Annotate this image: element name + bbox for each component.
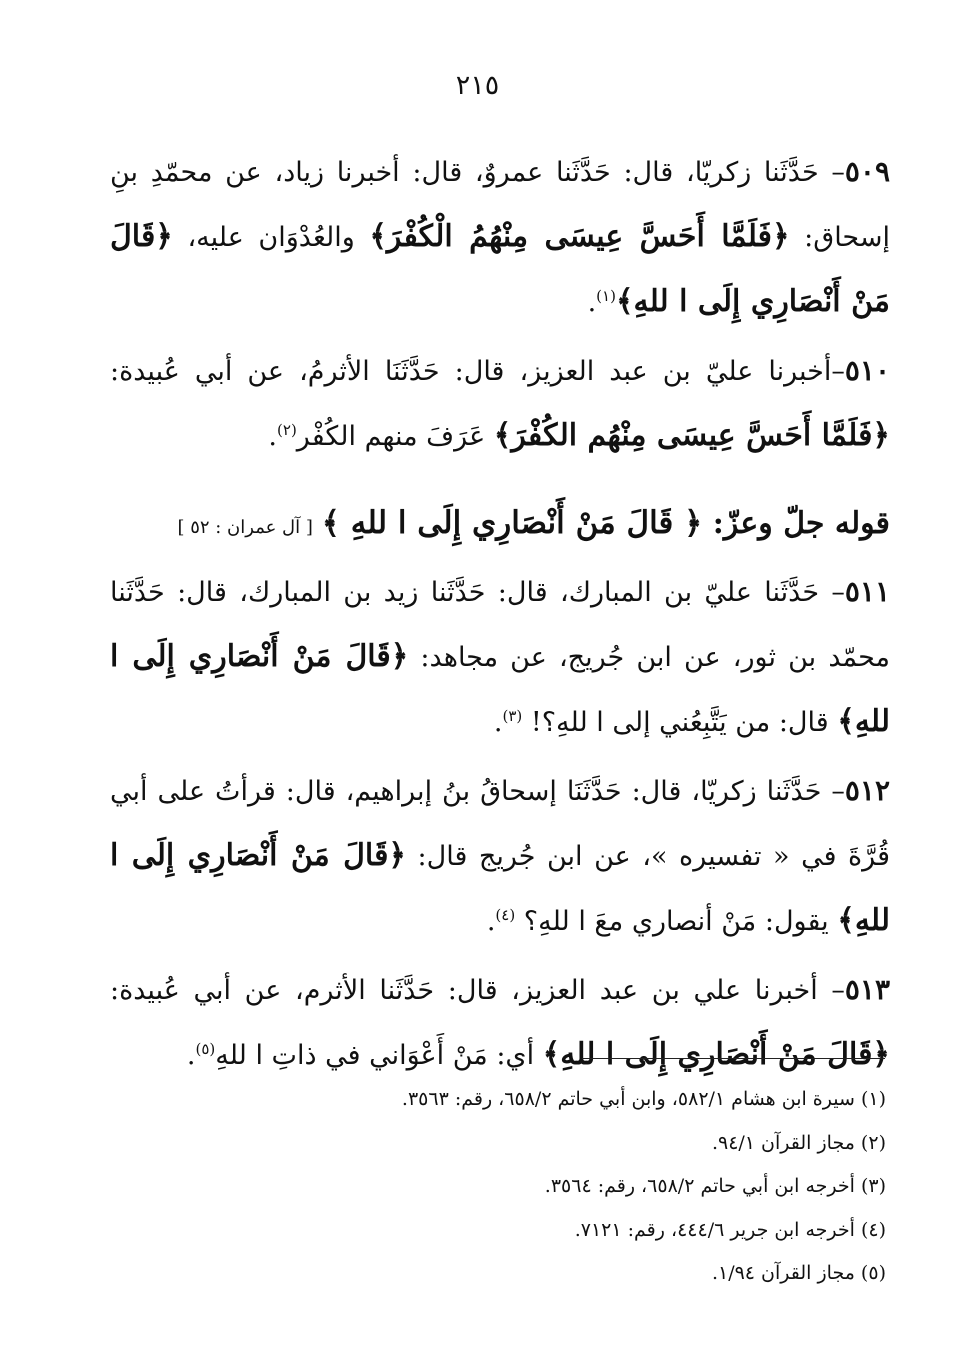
hadith-text: . bbox=[186, 1040, 196, 1071]
footnote-divider bbox=[582, 1058, 885, 1059]
hadith-text: . bbox=[268, 421, 278, 452]
hadith-513 bbox=[110, 958, 890, 1088]
hadith-text: – حَدَّثَنا عليّ بن المبارك، قال: حَدَّثَنا زيد بن المبارك، قال: حَدَّثَنا محمّد بن ثور، عن ابن جُريج، عن مجاهد: bbox=[110, 577, 890, 673]
quran-verse: ﴿قَالَ مَنْ أَنْصَارِي إِلَى ا للهِ﴾ bbox=[542, 1037, 890, 1072]
hadith-509 bbox=[110, 140, 890, 335]
hadith-number: ٥١١ bbox=[844, 575, 890, 608]
heading-verse: ﴿ قَالَ مَنْ أَنْصَارِي إِلَى ا للهِ ﴾ bbox=[321, 505, 703, 541]
hadith-text: . bbox=[493, 707, 503, 738]
footnote-5: (٥) مجاز القرآن ١/٩٤. bbox=[711, 1262, 886, 1284]
footnote-3: (٣) أخرجه ابن أبي حاتم ٦٥٨/٢، رقم: ٣٥٦٤. bbox=[544, 1175, 886, 1197]
footnote-4: (٤) أخرجه ابن جرير ٤٤٤/٦، رقم: ٧١٢١. bbox=[574, 1218, 886, 1241]
hadith-number: ٥١٣ bbox=[844, 973, 890, 1006]
hadith-text: . bbox=[587, 287, 597, 318]
hadith-text: – أخبرنا علي بن عبد العزيز، قال: حَدَّثَنا الأثرم، عن أبي عُبيدة: bbox=[110, 975, 845, 1006]
quran-verse: ﴿قَالَ مَنْ أَنْصَارِي إِلَى ا للهِ﴾ bbox=[110, 639, 890, 739]
heading-surah-ref: [ آل عمران : ٥٢ ] bbox=[177, 517, 313, 538]
hadith-text: –أخبرنا عليّ بن عبد العزيز، قال: حَدَّثَنَا الأثرمُ، عن أبي عُبيدة: bbox=[110, 356, 845, 387]
hadith-text: أي: مَنْ أَعْوَاني في ذاتِ ا للهِ bbox=[215, 1040, 543, 1071]
hadith-text: قال: من يَتَّبِعُني إلى ا للهِ؟! bbox=[522, 707, 838, 738]
footnote-ref: (٣) bbox=[502, 707, 523, 725]
footnote-2: (٢) مجاز القرآن ٩٤/١. bbox=[711, 1131, 886, 1154]
hadith-text: والعُدْوَان عليه، bbox=[172, 222, 370, 253]
hadith-text: يقول: مَنْ أنصاري معَ ا للهِ؟ bbox=[515, 906, 838, 937]
quran-verse: ﴿قَالَ مَنْ أَنْصَارِي إِلَى ا للهِ﴾ bbox=[110, 219, 890, 319]
page-number: ٢١٥ bbox=[455, 70, 500, 101]
hadith-text: – حَدَّثَنا زكريّا، قال: حَدَّثَنَا إسحاقُ بنُ إبراهيم، قال: قرأتُ على أبي قُرَّةَ في « تفسيره »، عن ابن جُريج قال: bbox=[110, 776, 890, 872]
hadith-text: عَرَفَ منهم الكُفْر bbox=[296, 421, 494, 452]
footnote-ref: (٢) bbox=[277, 421, 297, 439]
section-heading bbox=[110, 491, 890, 560]
hadith-text: – حَدَّثَنا زكريّا، قال: حَدَّثَنا عمروٌ، قال: أخبرنا زياد، عن محمّدِ بنِ إسحاق: bbox=[110, 157, 890, 253]
hadith-512 bbox=[110, 759, 890, 954]
hadith-text: . bbox=[486, 906, 496, 937]
footnote-1: (١) سيرة ابن هشام ٥٨٢/١، وابن أبي حاتم ٦٥٨/٢، رقم: ٣٥٦٣. bbox=[401, 1088, 886, 1110]
heading-label: قوله جلّ وعزّ: bbox=[702, 506, 890, 541]
hadith-number: ٥١٢ bbox=[844, 774, 890, 807]
main-text bbox=[110, 140, 890, 1098]
footnote-ref: (٥) bbox=[195, 1040, 216, 1058]
quran-verse: ﴿قَالَ مَنْ أَنْصَارِي إِلَى ا للهِ﴾ bbox=[110, 838, 890, 938]
footnote-ref: (١) bbox=[596, 287, 616, 305]
hadith-511 bbox=[110, 560, 890, 755]
quran-verse: ﴿فَلَمَّا أَحَسَّ عِيسَى مِنْهُمُ الْكُفْرَ﴾ bbox=[369, 219, 790, 254]
footnote-ref: (٤) bbox=[495, 906, 516, 924]
hadith-510 bbox=[110, 339, 890, 469]
hadith-number: ٥٠٩ bbox=[844, 155, 890, 188]
footnotes bbox=[300, 1078, 886, 1296]
quran-verse: ﴿فَلَمَّا أَحَسَّ عِيسَى مِنْهُم الكُفْرَ﴾ bbox=[493, 418, 890, 453]
hadith-number: ٥١٠ bbox=[844, 354, 890, 387]
